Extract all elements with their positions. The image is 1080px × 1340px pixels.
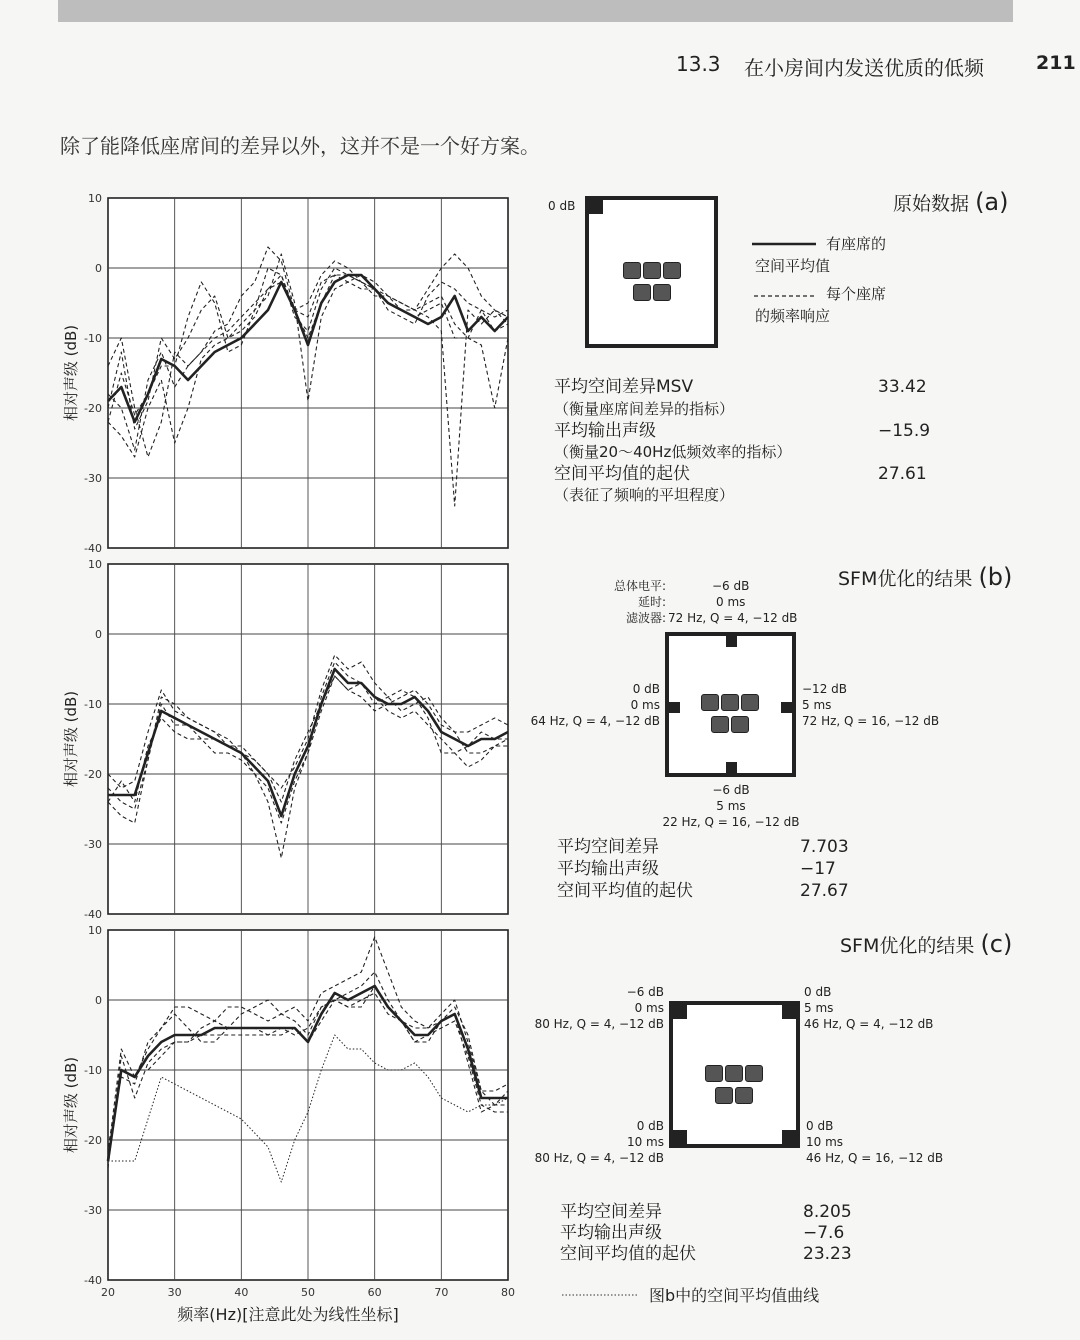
seat xyxy=(663,262,681,279)
sub-b-bottom-delay: 5 ms xyxy=(716,799,746,813)
legend-dotted-label: 图b中的空间平均值曲线 xyxy=(649,1286,820,1305)
seat xyxy=(711,716,729,733)
room-b xyxy=(665,632,796,777)
stat-value: 33.42 xyxy=(878,377,927,397)
x-tick-label: 40 xyxy=(234,1286,249,1299)
subwoofer-a xyxy=(589,200,603,214)
seat xyxy=(643,262,661,279)
global-key-3: 滤波器: xyxy=(625,611,666,625)
panel-a-corner-label: 0 dB xyxy=(548,199,576,213)
sub-b-bottom-filter: 22 Hz, Q = 16, −12 dB xyxy=(662,815,800,829)
subwoofer-c-bl xyxy=(673,1130,687,1144)
sub-c-tr-filter: 46 Hz, Q = 4, −12 dB xyxy=(804,1017,934,1031)
y-tick-label: 0 xyxy=(95,628,102,641)
stat-label: 平均输出声级 xyxy=(554,421,656,441)
stat-label: 平均输出声级 xyxy=(560,1223,662,1243)
x-tick-label: 60 xyxy=(367,1286,382,1299)
stat-value: 23.23 xyxy=(803,1244,852,1264)
section-title: 在小房间内发送优质的低频 xyxy=(744,56,984,80)
y-tick-label: -10 xyxy=(84,698,102,711)
legend-solid-label-2: 空间平均值 xyxy=(755,257,831,275)
subwoofer-c-br xyxy=(782,1130,796,1144)
seat-group-c-back xyxy=(715,1087,753,1104)
room-c xyxy=(669,1001,800,1148)
y-tick-label: -30 xyxy=(84,472,102,485)
seat xyxy=(721,694,739,711)
stat-label: 空间平均值的起伏 xyxy=(560,1244,696,1264)
stat-label: 平均空间差异 xyxy=(560,1202,662,1222)
seat xyxy=(705,1065,723,1082)
subwoofer-b-left xyxy=(669,702,680,713)
sub-b-left-filter: 64 Hz, Q = 4, −12 dB xyxy=(530,714,660,728)
stat-label: （衡量座席间差异的指标） xyxy=(554,400,735,418)
page-top-bar xyxy=(58,0,1013,22)
sub-c-tl-filter: 80 Hz, Q = 4, −12 dB xyxy=(534,1017,664,1031)
stat-value: 8.205 xyxy=(803,1202,852,1222)
y-tick-label: -20 xyxy=(84,768,102,781)
seat-group-b-back xyxy=(711,716,749,733)
seat xyxy=(701,694,719,711)
sub-c-tr-delay: 5 ms xyxy=(804,1001,834,1015)
global-value-1: −6 dB xyxy=(712,579,750,593)
sub-c-bl-delay: 10 ms xyxy=(626,1135,664,1149)
global-key-2: 延时: xyxy=(637,595,666,609)
sub-c-br-delay: 10 ms xyxy=(806,1135,844,1149)
panel-c-letter: (c) xyxy=(980,930,1013,958)
y-tick-label: 0 xyxy=(95,262,102,275)
sub-c-br-level: 0 dB xyxy=(806,1119,834,1133)
x-tick-label: 50 xyxy=(301,1286,315,1299)
x-tick-label: 80 xyxy=(501,1286,515,1299)
sub-b-right-level: −12 dB xyxy=(802,682,847,696)
y-axis-label: 相对声级 (dB) xyxy=(62,324,80,422)
seat xyxy=(623,262,641,279)
legend-dotted-line xyxy=(562,1290,640,1300)
sub-c-tr-level: 0 dB xyxy=(804,985,832,999)
stat-value: 27.61 xyxy=(878,464,927,484)
x-tick-label: 30 xyxy=(167,1286,182,1299)
stat-value: −17 xyxy=(800,859,836,879)
chart-panel-c xyxy=(0,920,540,1330)
sub-c-tl-delay: 0 ms xyxy=(634,1001,664,1015)
y-tick-label: -20 xyxy=(84,402,102,415)
panel-c-title: SFM优化的结果 (c) xyxy=(840,930,1013,958)
x-tick-label: 70 xyxy=(434,1286,449,1299)
sub-b-right-filter: 72 Hz, Q = 16, −12 dB xyxy=(802,714,940,728)
x-axis-label: 频率(Hz)[注意此处为线性坐标] xyxy=(177,1305,399,1324)
stat-value: 27.67 xyxy=(800,881,849,901)
y-tick-label: -40 xyxy=(84,1274,102,1287)
global-key-1: 总体电平: xyxy=(613,579,666,593)
y-axis-label: 相对声级 (dB) xyxy=(62,690,80,788)
stat-label: 平均空间差异 xyxy=(557,837,659,857)
legend-solid-line xyxy=(752,238,818,250)
y-tick-label: -20 xyxy=(84,1134,102,1147)
y-tick-label: -40 xyxy=(84,908,102,921)
panel-a-letter: (a) xyxy=(975,188,1009,216)
stat-value: −7.6 xyxy=(803,1223,845,1243)
x-tick-label: 20 xyxy=(101,1286,115,1299)
stat-label: 平均空间差异MSV xyxy=(554,377,694,397)
stat-label: 空间平均值的起伏 xyxy=(554,464,690,484)
y-tick-label: -10 xyxy=(84,1064,102,1077)
y-axis-label: 相对声级 (dB) xyxy=(62,1056,80,1154)
legend-dashed-label-1: 每个座席 xyxy=(826,285,887,303)
chart-panel-a xyxy=(0,188,540,560)
seat xyxy=(731,716,749,733)
stat-value: −15.9 xyxy=(878,421,931,441)
seat xyxy=(735,1087,753,1104)
legend-solid-label-1: 有座席的 xyxy=(826,235,887,253)
seat xyxy=(633,284,651,301)
sub-c-bl-filter: 80 Hz, Q = 4, −12 dB xyxy=(534,1151,664,1165)
y-tick-label: 10 xyxy=(88,924,102,937)
y-tick-label: -30 xyxy=(84,838,102,851)
global-value-3: 72 Hz, Q = 4, −12 dB xyxy=(668,611,798,625)
y-tick-label: 10 xyxy=(88,558,102,571)
page-number: 211 xyxy=(1036,52,1076,74)
y-tick-label: -30 xyxy=(84,1204,102,1217)
seat-group-a xyxy=(623,262,681,279)
seat-group-c xyxy=(705,1065,763,1082)
global-value-2: 0 ms xyxy=(716,595,746,609)
legend-dashed-label-2: 的频率响应 xyxy=(755,307,831,325)
stat-value: 7.703 xyxy=(800,837,849,857)
y-tick-label: 0 xyxy=(95,994,102,1007)
sub-c-br-filter: 46 Hz, Q = 16, −12 dB xyxy=(806,1151,944,1165)
sub-b-right-delay: 5 ms xyxy=(802,698,832,712)
stat-label: 空间平均值的起伏 xyxy=(557,881,693,901)
sub-b-bottom-level: −6 dB xyxy=(712,783,750,797)
sub-c-tl-level: −6 dB xyxy=(626,985,664,999)
seat xyxy=(725,1065,743,1082)
page-header xyxy=(0,52,1080,82)
section-number: 13.3 xyxy=(676,52,721,76)
y-tick-label: -10 xyxy=(84,332,102,345)
subwoofer-b-right xyxy=(781,702,792,713)
y-tick-label: 10 xyxy=(88,192,102,205)
seat-group-b xyxy=(701,694,759,711)
stat-label: 平均输出声级 xyxy=(557,859,659,879)
panel-b-letter: (b) xyxy=(978,563,1013,591)
seat xyxy=(745,1065,763,1082)
seat xyxy=(741,694,759,711)
sub-b-left-delay: 0 ms xyxy=(630,698,660,712)
panel-a-title: 原始数据 (a) xyxy=(893,188,1009,216)
seat xyxy=(653,284,671,301)
seat xyxy=(715,1087,733,1104)
subwoofer-b-top xyxy=(726,636,737,647)
panel-b-title: SFM优化的结果 (b) xyxy=(838,563,1013,591)
sub-b-left-level: 0 dB xyxy=(632,682,660,696)
legend-dashed-line xyxy=(754,290,818,302)
stat-label: （表征了频响的平坦程度） xyxy=(554,486,735,504)
room-a xyxy=(585,196,718,348)
chart-panel-b xyxy=(0,554,540,926)
seat-group-a-back xyxy=(633,284,671,301)
subwoofer-b-bottom xyxy=(726,762,737,773)
stat-label: （衡量20～40Hz低频效率的指标） xyxy=(554,443,792,461)
subwoofer-c-tl xyxy=(673,1005,687,1019)
intro-text: 除了能降低座席间的差异以外，这并不是一个好方案。 xyxy=(60,134,540,158)
y-tick-label: -40 xyxy=(84,542,102,555)
sub-c-bl-level: 0 dB xyxy=(636,1119,664,1133)
subwoofer-c-tr xyxy=(782,1005,796,1019)
